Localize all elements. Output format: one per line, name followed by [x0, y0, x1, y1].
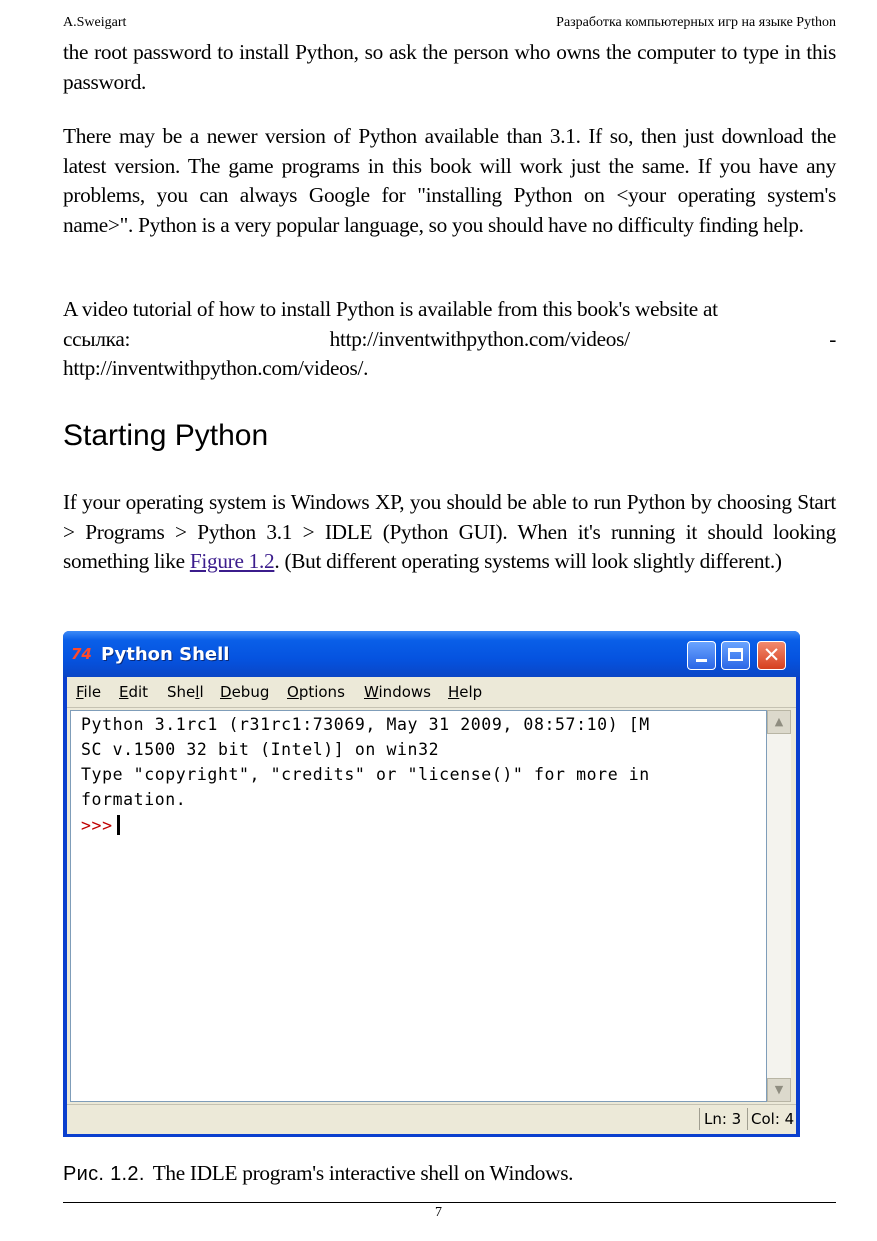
menu-options[interactable] [287, 683, 345, 701]
paragraph-root-password: the root password to install Python, so ask the person who owns the computer to type in this password. [63, 40, 836, 94]
paragraph-text: If your operating system is Windows XP, you should be able to run Python by choosing Start > Programs > Python 3.1 > IDLE (Python GUI). When it's running it should looking something like [63, 490, 836, 573]
shell-prompt: >>> [81, 816, 113, 835]
minimize-button[interactable] [687, 641, 716, 670]
header-author: A.Sweigart [63, 15, 127, 30]
menu-label: ile [83, 683, 102, 701]
paragraph-video-tutorial [63, 295, 836, 384]
menu-accelerator: E [119, 683, 129, 701]
video-url[interactable]: http://inventwithpython.com/videos/ [329, 326, 630, 351]
url-dash: - [829, 326, 836, 351]
status-divider [699, 1108, 700, 1130]
window-titlebar[interactable] [63, 631, 800, 677]
menu-accelerator: O [287, 683, 299, 701]
shell-prompt-line[interactable] [81, 815, 120, 835]
caption-label: Рис. 1.2. [63, 1163, 145, 1185]
paragraph-starting-python [63, 488, 836, 577]
menu-label: dit [128, 683, 149, 701]
paragraph-video-tutorial-text: A video tutorial of how to install Python is available from this book's website at [63, 297, 718, 321]
window-title: Python Shell [101, 644, 230, 665]
menu-label: ptions [298, 683, 345, 701]
menu-accelerator: l [195, 683, 200, 701]
menu-accelerator: H [448, 683, 460, 701]
status-divider [747, 1108, 748, 1130]
status-bar [67, 1104, 796, 1134]
menu-accelerator: W [364, 683, 379, 701]
scroll-down-arrow-icon[interactable]: ▼ [767, 1078, 791, 1102]
menu-file[interactable] [76, 683, 101, 701]
header-book-title: Разработка компьютерных игр на языке Python [556, 15, 836, 30]
shell-output-line: SC v.1500 32 bit (Intel)] on win32 [81, 740, 440, 759]
menu-accelerator: D [220, 683, 232, 701]
python-shell-window [63, 631, 800, 1137]
menu-label: l [199, 683, 204, 701]
caption-text: The IDLE program's interactive shell on Windows. [152, 1161, 574, 1185]
maximize-icon [728, 648, 743, 661]
menu-edit[interactable] [119, 683, 148, 701]
video-url-repeat[interactable]: http://inventwithpython.com/videos/. [63, 356, 369, 380]
shell-output-line: Type "copyright", "credits" or "license()" for more in [81, 765, 650, 784]
menu-debug[interactable] [220, 683, 269, 701]
figure-link[interactable]: Figure 1.2 [189, 549, 275, 573]
menu-label: She [167, 683, 196, 701]
menu-label: ebug [231, 683, 270, 701]
menu-shell[interactable] [167, 683, 204, 701]
close-button[interactable] [757, 641, 786, 670]
text-cursor [117, 815, 120, 835]
minimize-icon [696, 659, 707, 662]
shell-text-area[interactable] [70, 710, 767, 1102]
status-line-number: Ln: 3 [704, 1110, 742, 1128]
maximize-button[interactable] [721, 641, 750, 670]
window-client-area [67, 677, 796, 1133]
menu-label: elp [459, 683, 483, 701]
shell-output-line: Python 3.1rc1 (r31rc1:73069, May 31 2009, 08:57:10) [M [81, 715, 650, 734]
footer-rule [63, 1202, 836, 1203]
close-icon: ✕ [762, 643, 781, 667]
section-heading: Starting Python [63, 419, 269, 452]
paragraph-text: . (But different operating systems will look slightly different.) [274, 549, 782, 573]
shell-output-line: formation. [81, 790, 187, 809]
menu-label: indows [378, 683, 431, 701]
link-label: ссылка: [63, 326, 131, 351]
menu-accelerator: F [76, 683, 84, 701]
video-url-line [63, 325, 836, 355]
menu-bar [67, 677, 796, 708]
menu-help[interactable] [448, 683, 482, 701]
menu-windows[interactable] [364, 683, 431, 701]
python-app-icon: 74 [71, 645, 92, 663]
paragraph-newer-version: There may be a newer version of Python available than 3.1. If so, then just download the latest version. The game programs in this book will work just the same. If you have any problems, you can always Google for "installing Python on <your operating system's name>". Python is a very popular language, so you should have no difficulty finding help. [63, 124, 836, 237]
figure-caption [63, 1161, 573, 1186]
vertical-scrollbar[interactable] [767, 710, 791, 1102]
page-number: 7 [435, 1205, 442, 1220]
status-column-number: Col: 4 [751, 1110, 795, 1128]
running-header [63, 15, 836, 35]
scroll-up-arrow-icon[interactable]: ▲ [767, 710, 791, 734]
